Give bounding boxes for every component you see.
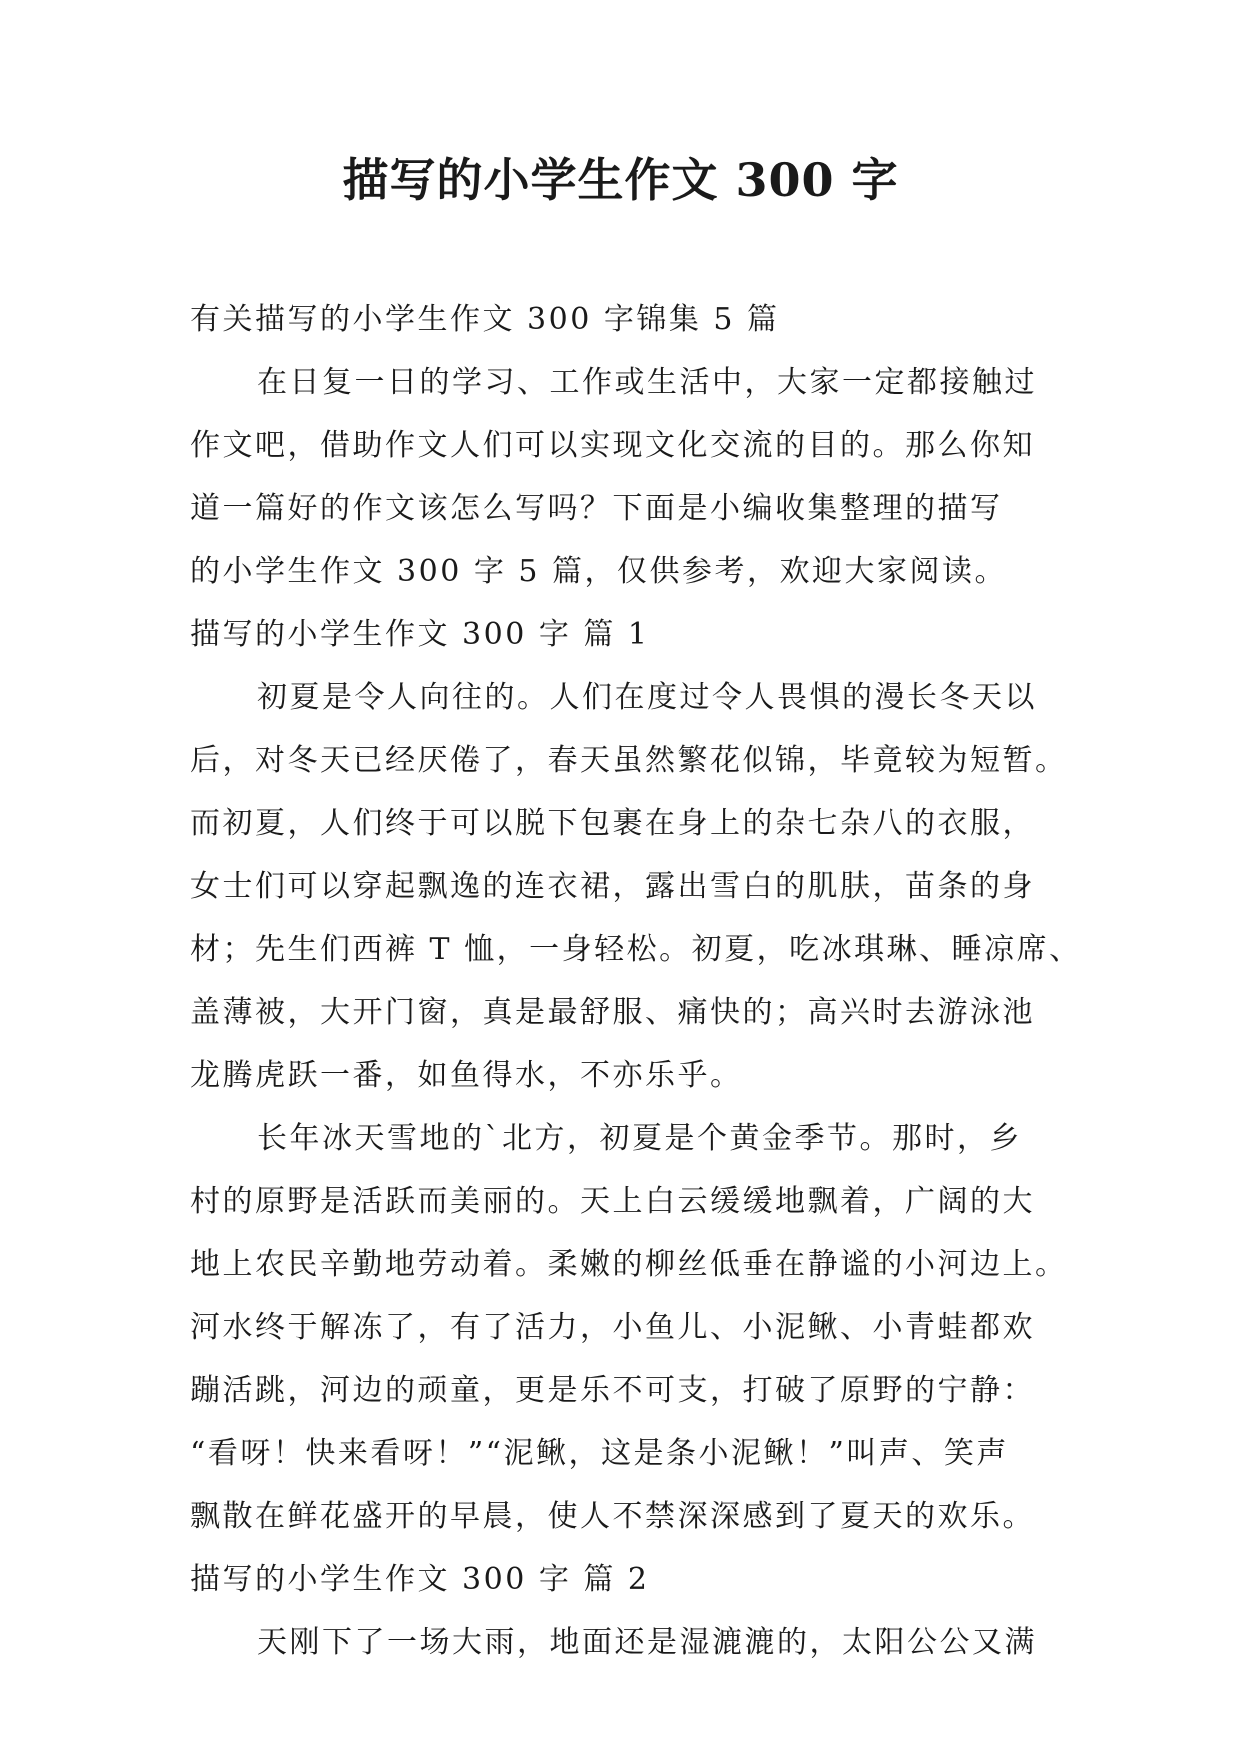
text-line: 长年冰天雪地的`北方，初夏是个黄金季节。那时，乡 — [257, 1121, 1022, 1156]
text-line: 地上农民辛勤地劳动着。柔嫩的柳丝低垂在静谧的小河边上。 — [190, 1247, 1068, 1282]
text-line: 道一篇好的作文该怎么写吗？下面是小编收集整理的描写 — [190, 491, 1003, 526]
text-line: 蹦活跳，河边的顽童，更是乐不可支，打破了原野的宁静： — [190, 1373, 1035, 1408]
text-line: 而初夏，人们终于可以脱下包裹在身上的杂七杂八的衣服， — [190, 806, 1035, 841]
text-line: 后，对冬天已经厌倦了，春天虽然繁花似锦，毕竟较为短暂。 — [190, 743, 1068, 778]
text-line: 村的原野是活跃而美丽的。天上白云缓缓地飘着，广阔的大 — [190, 1184, 1035, 1219]
document-title: 描写的小学生作文 300 字 — [342, 153, 899, 207]
text-line: 天刚下了一场大雨，地面还是湿漉漉的，太阳公公又满 — [257, 1625, 1037, 1660]
text-line: 飘散在鲜花盛开的早晨，使人不禁深深感到了夏天的欢乐。 — [190, 1499, 1035, 1534]
text-line: 河水终于解冻了，有了活力，小鱼儿、小泥鳅、小青蛙都欢 — [190, 1310, 1035, 1345]
text-line: 盖薄被，大开门窗，真是最舒服、痛快的；高兴时去游泳池 — [190, 995, 1035, 1030]
text-line: 描写的小学生作文 300 字 篇 2 — [190, 1562, 650, 1597]
text-line: 材；先生们西裤 T 恤，一身轻松。初夏，吃冰琪琳、睡凉席、 — [190, 932, 1082, 967]
text-line: 初夏是令人向往的。人们在度过令人畏惧的漫长冬天以 — [257, 680, 1037, 715]
text-line: 的小学生作文 300 字 5 篇，仅供参考，欢迎大家阅读。 — [190, 554, 1007, 589]
text-line: 在日复一日的学习、工作或生活中，大家一定都接触过 — [257, 365, 1037, 400]
text-line: 龙腾虎跃一番，如鱼得水，不亦乐乎。 — [190, 1058, 743, 1093]
text-line: “看呀！快来看呀！”“泥鳅，这是条小泥鳅！”叫声、笑声 — [190, 1436, 1009, 1471]
text-line: 女士们可以穿起飘逸的连衣裙，露出雪白的肌肤，苗条的身 — [190, 869, 1035, 904]
text-line: 描写的小学生作文 300 字 篇 1 — [190, 617, 650, 652]
text-line: 作文吧，借助作文人们可以实现文化交流的目的。那么你知 — [190, 428, 1035, 463]
document-body — [190, 288, 1082, 1674]
text-line: 有关描写的小学生作文 300 字锦集 5 篇 — [190, 302, 780, 337]
